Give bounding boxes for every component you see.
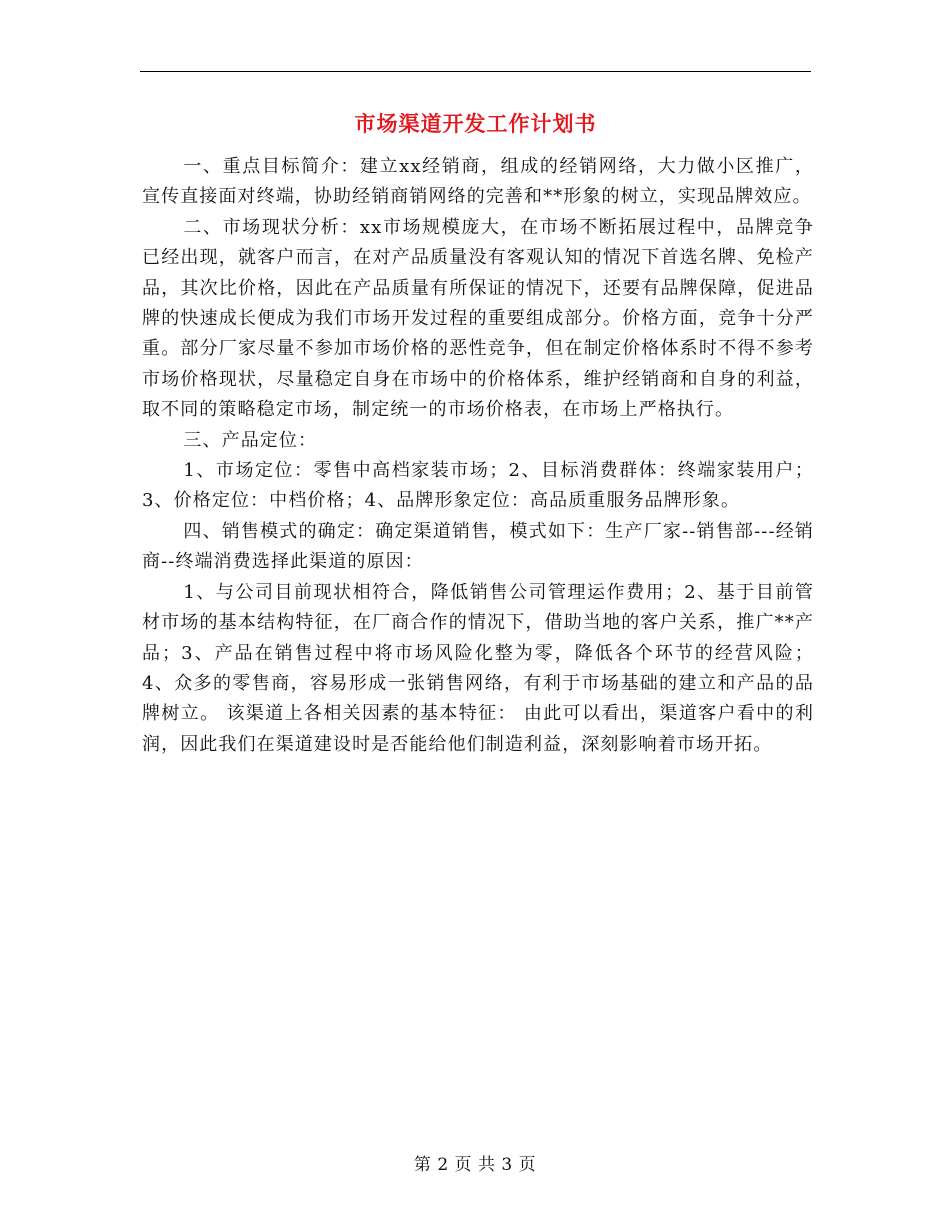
paragraph-channel-reasons: 1、与公司目前现状相符合，降低销售公司管理运作费用；2、基于目前管材市场的基本结构特征，在厂商合作的情况下，借助当地的客户关系，推广**产品；3、产品在销售过程中将市场风险化整为零，降低各个环节的经营风险；4、众多的零售商，容易形成一张销售网络，有利于市场基础的建立和产品的品牌树立。 该渠道上各相关因素的基本特征： 由此可以看出，渠道客户看中的利润，因此我们在渠道建设时是否能给他们制造利益，深刻影响着市场开拓。: [142, 581, 814, 755]
document-body: [142, 152, 814, 760]
header-rule: [140, 71, 811, 72]
paragraph-market-analysis: 二、市场现状分析：xx市场规模庞大，在市场不断拓展过程中，品牌竞争已经出现，就客户而言，在对产品质量没有客观认知的情况下首选名牌、免检产品，其次比价格，因此在产品质量有所保证的情况下，还要有品牌保障，促进品牌的快速成长便成为我们市场开发过程的重要组成部分。价格方面，竞争十分严重。部分厂家尽量不参加市场价格的恶性竞争，但在制定价格体系时不得不参考市场价格现状，尽量稳定自身在市场中的价格体系，维护经销商和自身的利益，取不同的策略稳定市场，制定统一的市场价格表，在市场上严格执行。: [142, 216, 814, 421]
document-title: 市场渠道开发工作计划书: [354, 111, 597, 136]
paragraph-product-positioning-heading: 三、产品定位：: [183, 429, 318, 451]
paragraph-key-goals: 一、重点目标简介：建立xx经销商，组成的经销网络，大力做小区推广，宣传直接面对终端，协助经销商销网络的完善和**形象的树立，实现品牌效应。: [142, 156, 814, 208]
paragraph-sales-model: 四、销售模式的确定：确定渠道销售，模式如下：生产厂家--销售部---经销商--终端消费选择此渠道的原因：: [142, 520, 814, 573]
paragraph-product-positioning-details: 1、市场定位：零售中高档家装市场；2、目标消费群体：终端家装用户；3、价格定位：中档价格；4、品牌形象定位：高品质重服务品牌形象。: [142, 460, 814, 512]
page-footer: 第 2 页 共 3 页: [413, 1155, 537, 1175]
